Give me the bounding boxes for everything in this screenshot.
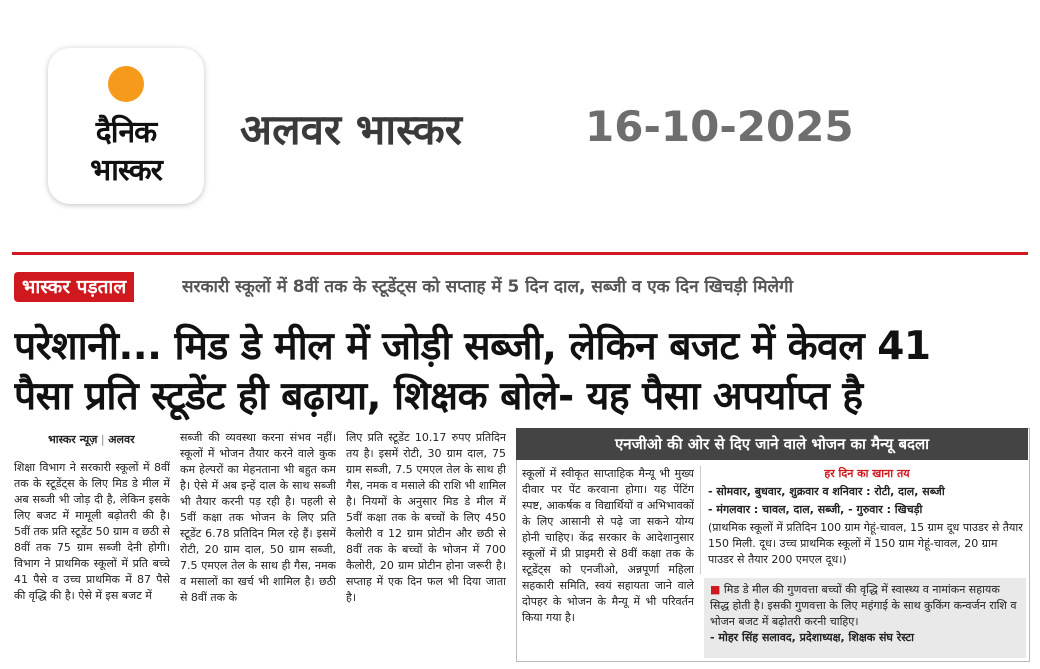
menu-line-1: - सोमवार, बुधवार, शुक्रवार व शनिवार : रोटी, दाल, सब्जी (708, 485, 945, 498)
kicker: सरकारी स्कूलों में 8वीं तक के स्टूडेंट्स को सप्ताह में 5 दिन दाल, सब्जी व एक दिन खिचड़ी मिलेगी (182, 277, 794, 297)
byline-city: अलवर (108, 433, 135, 446)
article-column-3: लिए प्रति स्टूडेंट 10.17 रुपए प्रतिदिन तय है। इसमें रोटी, 30 ग्राम दाल, 75 ग्राम सब्जी, 7.5 एमएल तेल के साथ ही गैस, नमक व मसाले की राशि भी शामिल है। नियमों के अनुसार मिड डे मील में 5वीं कक्षा तक के बच्चों के लिए 450 कैलोरी व 12 ग्राम प्रोटीन और छठी से 8वीं तक के बच्चों के भोजन में 700 कैलोरी, 20 ग्राम प्रोटीन होना जरूरी है। सप्ताह में एक दिन फल भी दिया जाता है। (346, 431, 506, 604)
daily-menu-title: हर दिन का खाना तय (824, 467, 910, 480)
quote-attribution: - मोहर सिंह सलावद, प्रदेशाध्यक्ष, शिक्षक संघ रेस्टा (710, 631, 914, 644)
logo-text-line1: दैनिक (95, 115, 157, 150)
quote-bullet-icon: ■ (710, 583, 724, 596)
quote-text: मिड डे मील की गुणवत्ता बच्चों की वृद्धि में स्वास्थ्य व नामांकन सहायक सिद्ध होती है। इसकी गुणवत्ता के लिए महंगाई के साथ कुकिंग कन्वर्जन राशि व भोजन बजट में बढ़ोतरी करनी चाहिए। (710, 583, 1017, 628)
sun-icon (108, 66, 144, 102)
teacher-quote (704, 578, 1026, 658)
menu-box-divider (700, 466, 701, 574)
dainik-bhaskar-logo (48, 48, 204, 204)
article-column-2: सब्जी की व्यवस्था करना संभव नहीं। स्कूलों में भोजन तैयार करने वाले कुक कम हेल्परों का मेहनताना भी बहुत कम है। ऐसे में अब इन्हें दाल के साथ सब्जी भी तैयार करनी पड़ रही है। पहली से 5वीं कक्षा तक भोजन के लिए प्रति स्टूडेंट 6.78 प्रतिदिन मिल रहे हैं। इसमें रोटी, 20 ग्राम दाल, 50 ग्राम सब्जी, 7.5 एमएल तेल के साथ ही गैस, नमक व मसालों का खर्च भी शामिल है। छठी से 8वीं तक के (180, 431, 336, 604)
article-column-1: शिक्षा विभाग ने सरकारी स्कूलों में 8वीं तक के स्टूडेंट्स के लिए मिड डे मील में अब सब्जी भी जोड़ दी है, लेकिन इसके लिए बजट में मामूली बढ़ोतरी की है। 5वीं तक प्रति स्टूडेंट 50 ग्राम व छठी से 8वीं तक 75 ग्राम सब्जी देनी होगी। विभाग ने प्राथमिक स्कूलों में प्रति बच्चे 41 पैसे व उच्च प्राथमिक में 87 पैसे की वृद्धि की है। ऐसे में इस बजट में (14, 461, 170, 602)
header-divider (12, 252, 1028, 255)
menu-box-column: स्कूलों में स्वीकृत साप्ताहिक मैन्यू भी मुख्य दीवार पर पेंट करवाना होगा। यह पेंटिंग स्पष्ट, आकर्षक व विद्यार्थियों व अभिभावकों के लिए आसानी से पढ़े जा सकने योग्य होनी चाहिए। केंद्र सरकार के आदेशानुसार स्कूलों में प्री प्राइमरी से 8वीं कक्षा तक के स्टूडेंट्स को एनजीओ, अन्नपूर्णा महिला सहकारी समिति, स्वयं सहायता जाने वाले दोपहर के भोजन के मैन्यू में भी परिवर्तन किया गया है। (522, 467, 694, 624)
headline-line2: पैसा प्रति स्टूडेंट ही बढ़ाया, शिक्षक बोले- यह पैसा अपर्याप्त है (14, 374, 863, 419)
edition-date: 16-10-2025 (585, 102, 854, 151)
headline-line1: परेशानी... मिड डे मील में जोड़ी सब्जी, लेकिन बजट में केवल 41 (14, 324, 931, 369)
byline: भास्कर न्यूज़ | अलवर (48, 433, 135, 446)
logo-text-line2: भास्कर (90, 153, 162, 188)
menu-line-3: (प्राथमिक स्कूलों में प्रतिदिन 100 ग्राम गेहूं-चावल, 15 ग्राम दूध पाउडर से तैयार 150 मिली. दूध। उच्च प्राथमिक स्कूलों में 150 ग्राम गेहूं-चावल, 20 ग्राम पाउडर से तैयार 200 एमएल दूध।) (708, 521, 1023, 566)
menu-box-title: एनजीओ की ओर से दिए जाने वाले भोजन का मैन्यू बदला (516, 428, 1028, 460)
edition-title: अलवर भास्कर (240, 105, 462, 154)
byline-source: भास्कर न्यूज़ (48, 433, 98, 446)
menu-line-2: - मंगलवार : चावल, दाल, सब्जी, - गुरुवार : खिचड़ी (708, 503, 923, 516)
section-tag: भास्कर पड़ताल (14, 272, 134, 302)
